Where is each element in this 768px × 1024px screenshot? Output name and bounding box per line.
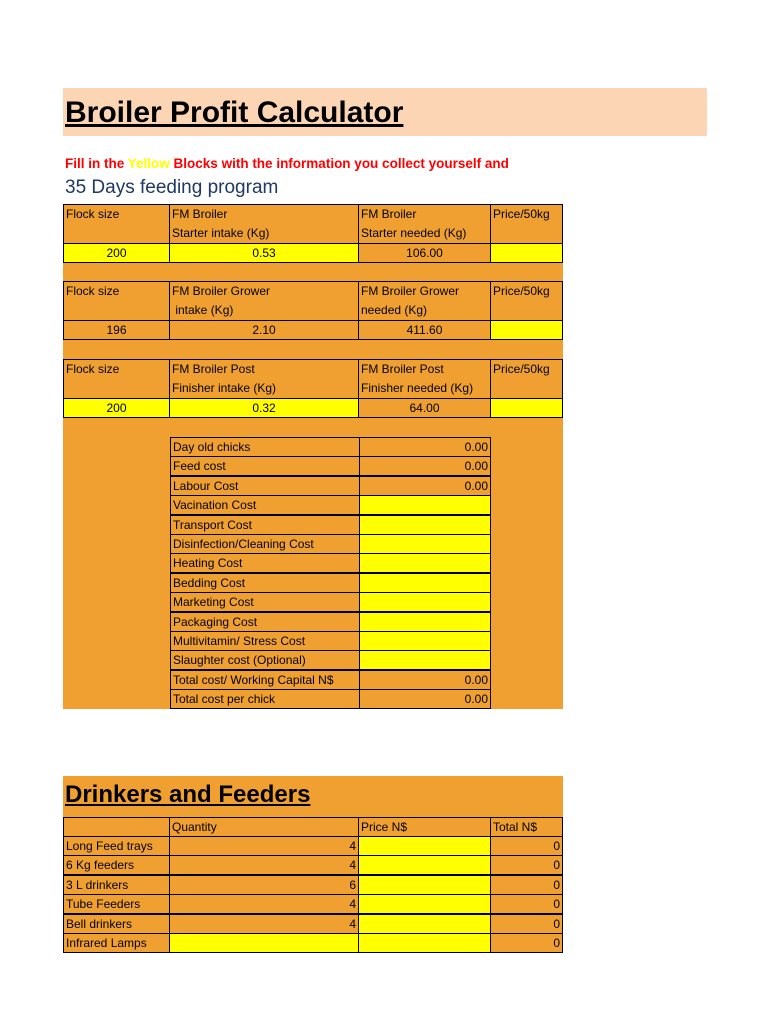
drinkers-title: Drinkers and Feeders (65, 781, 311, 808)
cost-input[interactable] (359, 592, 491, 612)
grower-needed-header-line1: FM Broiler Grower (361, 284, 460, 298)
starter-needed-header-line2: Starter needed (Kg) (361, 226, 467, 240)
cost-value: 0.00 (359, 456, 491, 476)
instruction-suffix: Blocks with the information you collect yourself and (169, 156, 509, 171)
starter-intake-header (169, 204, 359, 244)
cost-table (170, 437, 491, 709)
drinkers-item-label: Long Feed trays (63, 836, 170, 856)
cost-label: Total cost/ Working Capital N$ (170, 670, 360, 690)
drinkers-item-label: Infrared Lamps (63, 933, 170, 953)
drinkers-item-label: 6 Kg feeders (63, 855, 170, 875)
finisher-intake-header-line1: FM Broiler Post (172, 362, 255, 376)
cost-input[interactable] (359, 515, 491, 535)
drinkers-total-value: 0 (490, 855, 563, 875)
drinkers-price-input[interactable] (358, 894, 491, 914)
starter-table (63, 204, 563, 262)
drinkers-total-value: 0 (490, 836, 563, 856)
cost-input[interactable] (359, 495, 491, 515)
instruction-prefix: Fill in the (65, 156, 128, 171)
cost-value: 0.00 (359, 476, 491, 496)
cost-label: Bedding Cost (170, 573, 360, 593)
finisher-price-input[interactable] (490, 398, 563, 418)
drinkers-quantity-value: 4 (169, 894, 359, 914)
drinkers-price-input[interactable] (358, 855, 491, 875)
drinkers-header-quantity: Quantity (169, 817, 359, 837)
cost-label: Vacination Cost (170, 495, 360, 515)
cost-label: Slaughter cost (Optional) (170, 650, 360, 670)
grower-price-input[interactable] (490, 320, 563, 340)
drinkers-header-price: Price N$ (358, 817, 491, 837)
drinkers-total-value: 0 (490, 894, 563, 914)
drinkers-quantity-value: 4 (169, 914, 359, 934)
grower-table (63, 281, 563, 341)
finisher-intake-input[interactable]: 0.32 (169, 398, 359, 418)
finisher-needed-value: 64.00 (358, 398, 491, 418)
drinkers-table (63, 817, 563, 953)
cost-label: Feed cost (170, 456, 360, 476)
cost-input[interactable] (359, 650, 491, 670)
cost-input[interactable] (359, 631, 491, 651)
grower-needed-value: 411.60 (358, 320, 491, 340)
cost-input[interactable] (359, 553, 491, 573)
starter-needed-header-line1: FM Broiler (361, 207, 417, 221)
cost-label: Disinfection/Cleaning Cost (170, 534, 360, 554)
cost-input[interactable] (359, 573, 491, 593)
cost-label: Transport Cost (170, 515, 360, 535)
drinkers-quantity-value: 4 (169, 855, 359, 875)
grower-intake-header-line2: intake (Kg) (172, 303, 234, 317)
finisher-intake-header-line2: Finisher intake (Kg) (172, 381, 277, 395)
starter-needed-header (358, 204, 491, 244)
page-title: Broiler Profit Calculator (65, 96, 404, 129)
cost-input[interactable] (359, 534, 491, 554)
starter-price-header: Price/50kg (490, 204, 563, 244)
drinkers-quantity-value: 6 (169, 875, 359, 895)
drinkers-price-input[interactable] (358, 875, 491, 895)
starter-intake-header-line2: Starter intake (Kg) (172, 226, 270, 240)
cost-label: Multivitamin/ Stress Cost (170, 631, 360, 651)
starter-needed-value: 106.00 (358, 243, 491, 263)
finisher-needed-header (358, 359, 491, 399)
finisher-flock-header: Flock size (63, 359, 170, 399)
starter-intake-header-line1: FM Broiler (172, 207, 228, 221)
cost-label: Total cost per chick (170, 689, 360, 709)
finisher-flock-input[interactable]: 200 (63, 398, 170, 418)
grower-needed-header-line2: needed (Kg) (361, 303, 428, 317)
cost-label: Packaging Cost (170, 612, 360, 632)
drinkers-price-input[interactable] (358, 914, 491, 934)
grower-flock-header: Flock size (63, 281, 170, 321)
cost-value: 0.00 (359, 670, 491, 690)
drinkers-header-item (63, 817, 170, 837)
drinkers-header-total: Total N$ (490, 817, 563, 837)
drinkers-item-label: 3 L drinkers (63, 875, 170, 895)
cost-value: 0.00 (359, 689, 491, 709)
grower-needed-header (358, 281, 491, 321)
cost-label: Heating Cost (170, 553, 360, 573)
grower-price-header: Price/50kg (490, 281, 563, 321)
drinkers-quantity-value: 4 (169, 836, 359, 856)
starter-flock-input[interactable]: 200 (63, 243, 170, 263)
finisher-price-header: Price/50kg (490, 359, 563, 399)
program-title: 35 Days feeding program (65, 177, 279, 198)
cost-label: Day old chicks (170, 437, 360, 457)
drinkers-total-value: 0 (490, 914, 563, 934)
grower-intake-header (169, 281, 359, 321)
starter-intake-input[interactable]: 0.53 (169, 243, 359, 263)
cost-value: 0.00 (359, 437, 491, 457)
finisher-intake-header (169, 359, 359, 399)
drinkers-total-value: 0 (490, 933, 563, 953)
drinkers-item-label: Tube Feeders (63, 894, 170, 914)
drinkers-price-input[interactable] (358, 836, 491, 856)
drinkers-item-label: Bell drinkers (63, 914, 170, 934)
cost-label: Marketing Cost (170, 592, 360, 612)
drinkers-price-input[interactable] (358, 933, 491, 953)
drinkers-quantity-input[interactable] (169, 933, 359, 953)
instruction-text (65, 156, 565, 176)
cost-input[interactable] (359, 612, 491, 632)
starter-flock-header: Flock size (63, 204, 170, 244)
finisher-table (63, 359, 563, 419)
finisher-needed-header-line2: Finisher needed (Kg) (361, 381, 474, 395)
grower-intake-value: 2.10 (169, 320, 359, 340)
grower-intake-header-line1: FM Broiler Grower (172, 284, 271, 298)
drinkers-total-value: 0 (490, 875, 563, 895)
starter-price-input[interactable] (490, 243, 563, 263)
instruction-highlight: Yellow (127, 156, 170, 171)
grower-flock-value: 196 (63, 320, 170, 340)
cost-label: Labour Cost (170, 476, 360, 496)
finisher-needed-header-line1: FM Broiler Post (361, 362, 444, 376)
